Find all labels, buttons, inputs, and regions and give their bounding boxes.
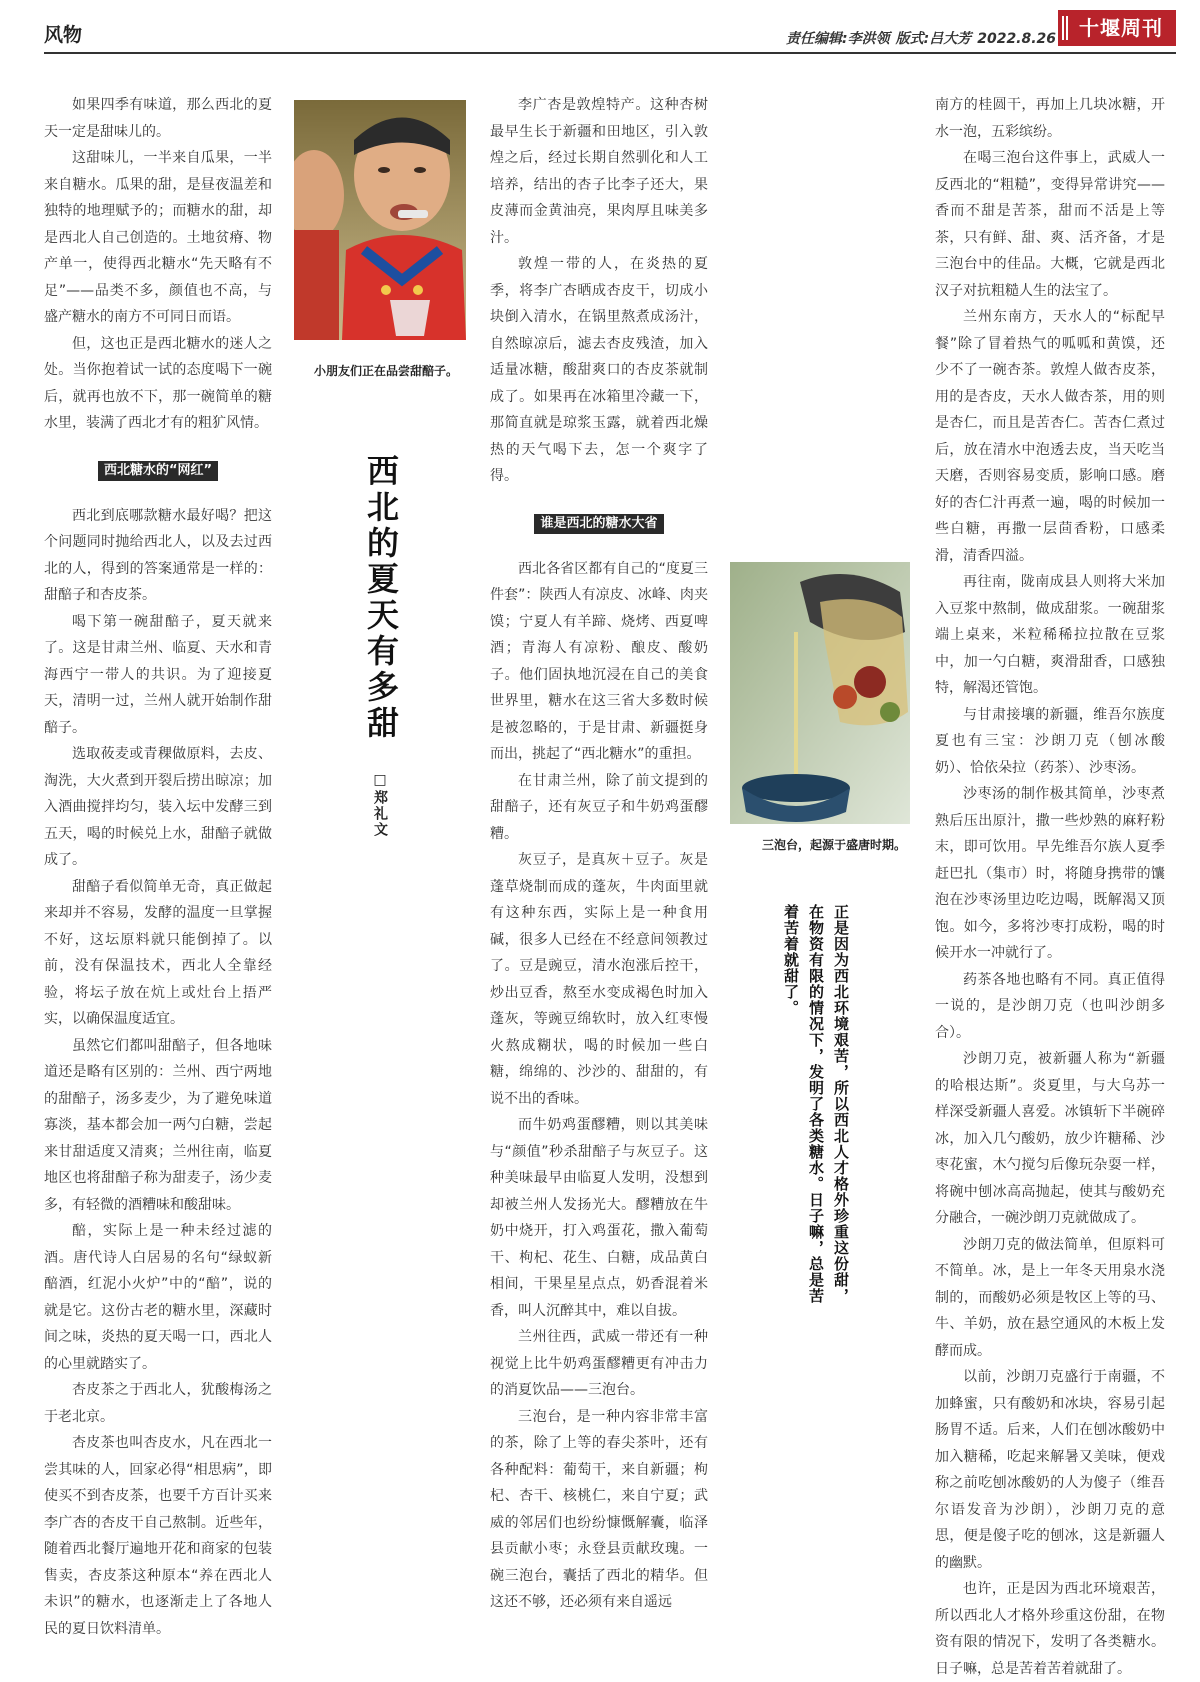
paragraph: 喝下第一碗甜醅子，夏天就来了。这是甘肃兰州、临夏、天水和青海西宁一带人的共识。为了迎接夏天，清明一过，兰州人就开始制作甜醅子。 (44, 613, 272, 736)
paragraph: 虽然它们都叫甜醅子，但各地味道还是略有区别的：兰州、西宁两地的甜醅子，汤多麦少，为了避免味道寡淡，基本都会加一两勺白糖，尝起来甘甜适度又清爽；兰州往南，临夏地区也将甜醅子称为甜麦子，汤少麦多，有轻微的酒糟味和酸甜味。 (44, 1037, 272, 1213)
subhead-1: 西北糖水的“网红” (98, 461, 218, 481)
paragraph: 在喝三泡台这件事上，武威人一反西北的“粗糙”，变得异常讲究——香而不甜是苦茶，甜而不活是上等茶，只有鲜、甜、爽、活齐备，才是三泡台中的佳品。大概，它就是西北汉子对抗粗糙人生的法宝了。 (935, 150, 1165, 299)
issue-date: 2022.8.26 (977, 31, 1057, 47)
editor-credits (786, 28, 1062, 48)
page-header (0, 0, 1200, 56)
article-column-1 (44, 92, 272, 1642)
paragraph: 沙朗刀克的做法简单，但原料可不简单。冰，是上一年冬天用泉水浇制的，而酸奶必须是牧区上等的马、牛、羊奶，放在悬空通风的木板上发酵而成。 (935, 1236, 1165, 1359)
paragraph: 敦煌一带的人，在炎热的夏季，将李广杏晒成杏皮干，切成小块倒入清水，在锅里熬煮成汤汁，自然晾凉后，滤去杏皮残渣，加入适量冰糖，酸甜爽口的杏皮茶就制成了。如果再在冰箱里冷藏一下，那简直就是琼浆玉露，就着西北燥热的天气喝下去，怎一个爽字了得。 (490, 256, 708, 484)
paragraph: 选取莜麦或青稞做原料，去皮、淘洗，大火煮到开裂后捞出晾凉；加入酒曲搅拌均匀，装入坛中发酵三到五天，喝的时候兑上水，甜醅子就做成了。 (44, 746, 272, 868)
paragraph: 灰豆子，是真灰＋豆子。灰是蓬草烧制而成的蓬灰，牛肉面里就有这种东西，实际上是一种食用碱，很多人已经在不经意间领教过了。豆是豌豆，清水泡涨后控干，炒出豆香，熬至水变成褐色时加入蓬灰，等豌豆绵软时，放入红枣慢火熬成糊状，喝的时候加一些白糖，绵绵的、沙沙的、甜甜的，有说不出的香味。 (490, 852, 708, 1107)
pull-quote: 正是因为西北环境艰苦，所以西北人才格外珍重这份甜，在物资有限的情况下，发明了各类糖水。日子嘛，总是苦着苦着就甜了。 (782, 904, 850, 1304)
paragraph: 杏皮茶之于西北人，犹酸梅汤之于老北京。 (44, 1382, 272, 1425)
tea-pouring-photo-icon (730, 562, 910, 824)
paragraph: 以前，沙朗刀克盛行于南疆，不加蜂蜜，只有酸奶和冰块，容易引起肠胃不适。后来，人们在刨冰酸奶中加入糖稀，吃起来解暑又美味，便戏称之前吃刨冰酸奶的人为傻子（维吾尔语发音为沙朗），沙朗刀克的意思，便是傻子吃的刨冰，这是新疆人的幽默。 (935, 1369, 1165, 1571)
article-author: □郑礼文 (372, 772, 388, 838)
paragraph: 西北到底哪款糖水最好喝？把这个问题同时抛给西北人，以及去过西北的人，得到的答案通常是一样的：甜醅子和杏皮茶。 (44, 507, 272, 603)
child-eating-photo-icon (294, 100, 466, 340)
article-column-3 (490, 92, 708, 1616)
paragraph: 沙枣汤的制作极其简单，沙枣煮熟后压出原汁，撒一些炒熟的麻籽粉末，即可饮用。早先维吾尔族人夏季赶巴扎（集市）时，将随身携带的馕泡在沙枣汤里边吃边喝，既解渴又顶饱。如今，多将沙枣打成粉，喝的时候开水一冲就行了。 (935, 786, 1165, 961)
photo-child-eating (294, 100, 466, 340)
paragraph: 杏皮茶也叫杏皮水，凡在西北一尝其味的人，回家必得“相思病”，即使买不到杏皮茶，也要千方百计买来李广杏的杏皮干自己熬制。近些年，随着西北餐厅遍地开花和商家的包装售卖，杏皮茶这种原本“养在西北人未识”的糖水，也逐渐走上了各地人民的夏日饮料清单。 (44, 1435, 272, 1637)
paragraph: 而牛奶鸡蛋醪糟，则以其美味与“颜值”秒杀甜醅子与灰豆子。这种美味最早由临夏人发明，没想到却被兰州人发扬光大。醪糟放在牛奶中烧开，打入鸡蛋花，撒入葡萄干、枸杞、花生、白糖，成品黄白相间，干果星星点点，奶香混着米香，叫人沉醉其中，难以自拔。 (490, 1117, 708, 1319)
paragraph: 与甘肃接壤的新疆，维吾尔族度夏也有三宝：沙朗刀克（刨冰酸奶）、恰依朵拉（药茶）、沙枣汤。 (935, 706, 1165, 776)
header-rule (44, 52, 1176, 54)
masthead-logo: 十堰周刊 (1058, 10, 1176, 46)
paragraph: 这甜味儿，一半来自瓜果，一半来自糖水。瓜果的甜，是昼夜温差和独特的地理赋予的；而糖水的甜，却是西北人自己创造的。土地贫瘠、物产单一，使得西北糖水“先天略有不足”——品类不多，颜值也不高，与盛产糖水的南方不可同日而语。 (44, 150, 272, 325)
photo-caption-1: 小朋友们正在品尝甜醅子。 (314, 364, 459, 378)
paragraph: 甜醅子看似简单无奇，真正做起来却并不容易，发酵的温度一旦掌握不好，这坛原料就只能倒掉了。以前，没有保温技术，西北人全靠经验，将坛子放在炕上或灶台上捂严实，以确保温度适宜。 (44, 878, 272, 1027)
paragraph: 但，这也正是西北糖水的迷人之处。当你抱着试一试的态度喝下一碗后，就再也放不下，那一碗简单的糖水里，装满了西北才有的粗犷风情。 (44, 335, 272, 431)
layout-credit: 版式:吕大芳 (895, 31, 972, 47)
photo-caption-2: 三泡台，起源于盛唐时期。 (762, 838, 907, 852)
paragraph: 沙朗刀克，被新疆人称为“新疆的哈根达斯”。炎夏里，与大乌苏一样深受新疆人喜爱。冰镇斩下半碗碎冰，加入几勺酸奶，放少许糖稀、沙枣花蜜，木勺搅匀后像玩杂耍一样，将碗中刨冰高高抛起，使其与酸奶充分融合，一碗沙朗刀克就做成了。 (935, 1051, 1165, 1226)
paragraph: 李广杏是敦煌特产。这种杏树最早生长于新疆和田地区，引入敦煌之后，经过长期自然驯化和人工培养，结出的杏子比李子还大，果皮薄而金黄油亮，果肉厚且味美多汁。 (490, 97, 708, 246)
paragraph: 三泡台，是一种内容非常丰富的茶，除了上等的春尖茶叶，还有各种配料：葡萄干，来自新疆；枸杞、杏干、核桃仁，来自宁夏；武威的邻居们也纷纷慷慨解囊，临泽县贡献小枣；永登县贡献玫瑰。一碗三泡台，囊括了西北的精华。但这还不够，还必须有来自遥远 (490, 1408, 708, 1610)
editor-credit: 责任编辑:李洪领 (786, 31, 890, 47)
photo-tea (730, 562, 910, 824)
subhead-2: 谁是西北的糖水大省 (534, 514, 663, 534)
paragraph: 西北各省区都有自己的“度夏三件套”：陕西人有凉皮、冰峰、肉夹馍；宁夏人有羊蹄、烧烤、西夏啤酒；青海人有凉粉、酿皮、酸奶子。他们固执地沉浸在自己的美食世界里，糖水在这三省大多数时候是被忽略的，于是甘肃、新疆挺身而出，挑起了“西北糖水”的重担。 (490, 560, 708, 762)
article-title: 西北的夏天有多甜 (362, 454, 400, 742)
paragraph: 药茶各地也略有不同。真正值得一说的，是沙朗刀克（也叫沙朗多合）。 (935, 971, 1165, 1041)
paragraph: 在甘肃兰州，除了前文提到的甜醅子，还有灰豆子和牛奶鸡蛋醪糟。 (490, 772, 708, 842)
article-column-5 (935, 92, 1165, 1682)
paragraph: 兰州往西，武威一带还有一种视觉上比牛奶鸡蛋醪糟更有冲击力的消夏饮品——三泡台。 (490, 1329, 708, 1398)
paragraph: 也许，正是因为西北环境艰苦，所以西北人才格外珍重这份甜，在物资有限的情况下，发明了各类糖水。日子嘛，总是苦着苦着就甜了。 (935, 1581, 1165, 1677)
paragraph: 如果四季有味道，那么西北的夏天一定是甜味儿的。 (44, 97, 272, 140)
paragraph: 再往南，陇南成县人则将大米加入豆浆中熬制，做成甜浆。一碗甜浆端上桌来，米粒稀稀拉拉散在豆浆中，加一勺白糖，爽滑甜香，口感独特，解渴还管饱。 (935, 574, 1165, 696)
section-name: 风物 (44, 24, 83, 46)
paragraph: 醅，实际上是一种未经过滤的酒。唐代诗人白居易的名句“绿蚁新醅酒，红泥小火炉”中的“醅”，说的就是它。这份古老的糖水里，深藏时间之味，炎热的夏天喝一口，西北人的心里就踏实了。 (44, 1223, 272, 1372)
paragraph: 南方的桂圆干，再加上几块冰糖，开水一泡，五彩缤纷。 (935, 97, 1165, 140)
paragraph: 兰州东南方，天水人的“标配早餐”除了冒着热气的呱呱和黄馍，还少不了一碗杏茶。敦煌人做杏皮茶，用的是杏皮，天水人做杏茶，用的则是杏仁，而且是苦杏仁。苦杏仁煮过后，放在清水中泡透去皮，当天吃当天磨，否则容易变质，影响口感。磨好的杏仁汁再煮一遍，喝的时候加一些白糖，再撒一层茴香粉，口感柔滑，清香四溢。 (935, 309, 1165, 564)
